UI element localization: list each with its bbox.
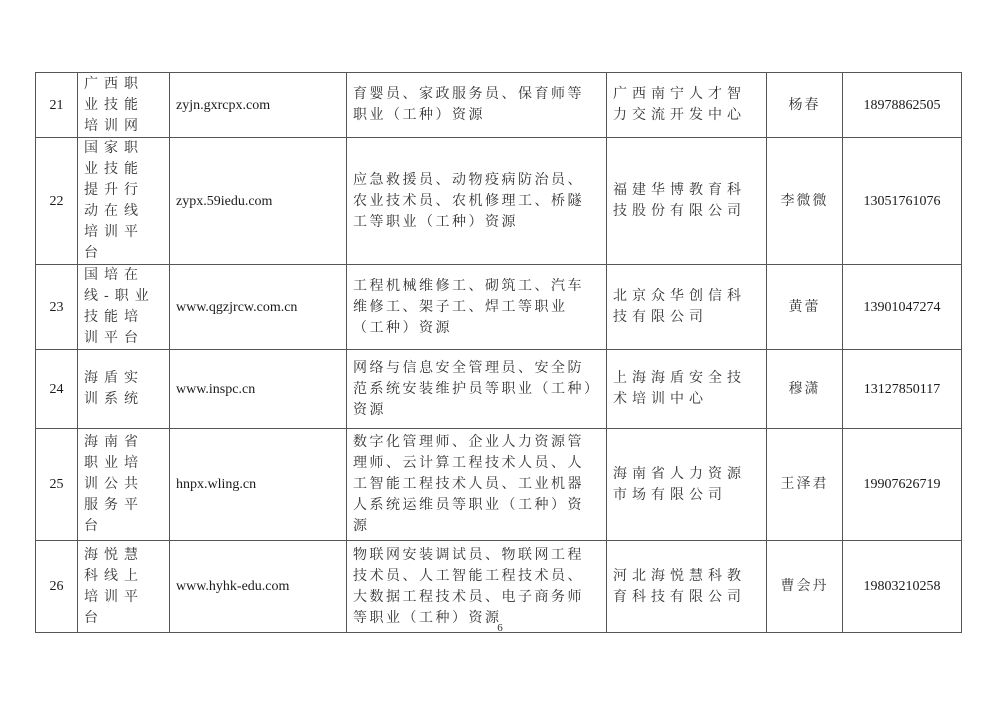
platform-url: www.qgzjrcw.com.cn: [170, 265, 347, 350]
contact-person: 杨春: [767, 73, 843, 138]
row-number: 21: [36, 73, 78, 138]
platform-url: zyjn.gxrcpx.com: [170, 73, 347, 138]
row-number: 23: [36, 265, 78, 350]
table-row: [36, 350, 962, 429]
occupation-resources: 数字化管理师、企业人力资源管理师、云计算工程技术人员、人工智能工程技术人员、工业机器人系统运维员等职业（工种）资源: [347, 429, 607, 541]
row-number: 22: [36, 138, 78, 265]
row-number: 25: [36, 429, 78, 541]
phone-number: 13901047274: [843, 265, 962, 350]
organization: 福建华博教育科技股份有限公司: [607, 138, 767, 265]
platform-name: 海盾实训系统: [78, 350, 170, 429]
occupation-resources: 网络与信息安全管理员、安全防范系统安装维护员等职业（工种）资源: [347, 350, 607, 429]
table-row: [36, 265, 962, 350]
phone-number: 19907626719: [843, 429, 962, 541]
platform-name: 海南省职业培训公共服务平台: [78, 429, 170, 541]
platform-url: www.inspc.cn: [170, 350, 347, 429]
occupation-resources: 育婴员、家政服务员、保育师等职业（工种）资源: [347, 73, 607, 138]
platform-url: hnpx.wling.cn: [170, 429, 347, 541]
contact-person: 黄蕾: [767, 265, 843, 350]
organization: 北京众华创信科技有限公司: [607, 265, 767, 350]
organization: 广西南宁人才智力交流开发中心: [607, 73, 767, 138]
platform-name: 广西职业技能培训网: [78, 73, 170, 138]
table-row: [36, 73, 962, 138]
contact-person: 李微微: [767, 138, 843, 265]
phone-number: 13127850117: [843, 350, 962, 429]
occupation-resources: 工程机械维修工、砌筑工、汽车维修工、架子工、焊工等职业（工种）资源: [347, 265, 607, 350]
row-number: 24: [36, 350, 78, 429]
row-number: 26: [36, 541, 78, 633]
table-row: [36, 138, 962, 265]
platform-name: 国家职业技能提升行动在线培训平台: [78, 138, 170, 265]
contact-person: 王泽君: [767, 429, 843, 541]
platform-name: 国培在线-职业技能培训平台: [78, 265, 170, 350]
phone-number: 13051761076: [843, 138, 962, 265]
phone-number: 18978862505: [843, 73, 962, 138]
page-number: 6: [497, 622, 503, 634]
table-row: [36, 429, 962, 541]
platform-url: www.hyhk-edu.com: [170, 541, 347, 633]
phone-number: 19803210258: [843, 541, 962, 633]
occupation-resources: 物联网安装调试员、物联网工程技术员、人工智能工程技术员、大数据工程技术员、电子商务师等职业（工种）资源: [347, 541, 607, 633]
organization: 海南省人力资源市场有限公司: [607, 429, 767, 541]
contact-person: 曹会丹: [767, 541, 843, 633]
occupation-resources: 应急救援员、动物疫病防治员、农业技术员、农机修理工、桥隧工等职业（工种）资源: [347, 138, 607, 265]
platform-table: [35, 72, 962, 633]
platform-url: zypx.59iedu.com: [170, 138, 347, 265]
contact-person: 穆潇: [767, 350, 843, 429]
organization: 河北海悦慧科教育科技有限公司: [607, 541, 767, 633]
platform-name: 海悦慧科线上培训平台: [78, 541, 170, 633]
table-row: [36, 541, 962, 633]
organization: 上海海盾安全技术培训中心: [607, 350, 767, 429]
